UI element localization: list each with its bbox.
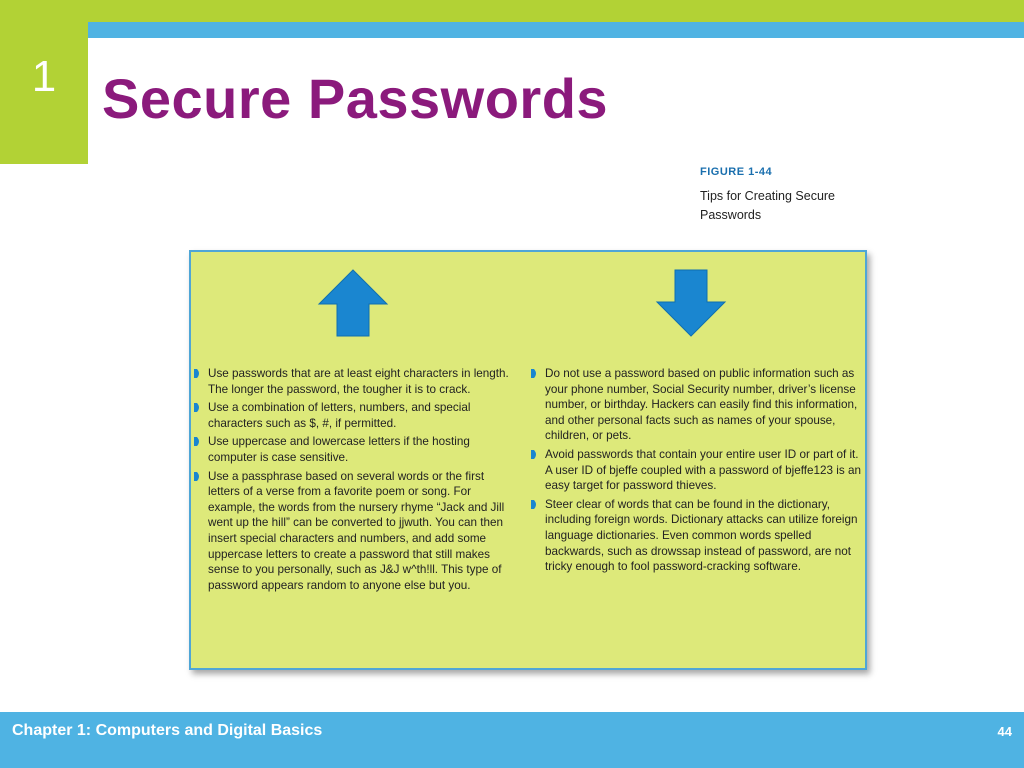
header-blue-strip — [88, 22, 1024, 38]
tip-text: Steer clear of words that can be found in the dictionary, including foreign words. Dictionary attacks can utilize foreign language dictionaries. Even common words spelled backwards, such as drowssap instead of password, are not tricky enough to fool password-cracking software. — [545, 497, 858, 574]
bullet-icon — [194, 403, 201, 412]
dont-tips-column — [531, 366, 863, 578]
figure-caption: Tips for Creating Secure Passwords — [700, 189, 836, 222]
arrow-down-icon — [655, 268, 727, 338]
tip-item — [194, 469, 516, 594]
bullet-icon — [194, 472, 201, 481]
tip-item — [531, 366, 863, 444]
bullet-icon — [531, 450, 538, 459]
tip-text: Avoid passwords that contain your entire user ID or part of it. A user ID of bjeffe coupled with a password of bjeffe123 is an easy target for password thieves. — [545, 447, 861, 493]
bullet-icon — [531, 500, 538, 509]
bullet-icon — [531, 369, 538, 378]
tip-item — [531, 447, 863, 494]
tip-text: Do not use a password based on public information such as your phone number, Social Security number, driver’s license number, or birthday. Hackers can easily find this information, and other personal facts such as names of your spouse, children, or pets. — [545, 367, 858, 443]
tip-item — [194, 434, 516, 465]
arrow-up-icon — [317, 268, 389, 338]
tip-text: Use a passphrase based on several words or the first letters of a verse from a favorite poem or song. For example, the words from the nursery rhyme “Jack and Jill went up the hill” can be converted to jjwuth. You can then insert special characters and numbers, and add some uppercase letters to create a password that still makes sense to you personally, such as J&J w^th!ll. This type of password appears random to anyone else but you. — [208, 469, 505, 592]
bullet-icon — [194, 369, 201, 378]
footer-bar — [0, 712, 1024, 768]
bullet-icon — [194, 437, 201, 446]
do-tips-column — [194, 366, 516, 596]
tip-text: Use uppercase and lowercase letters if the hosting computer is case sensitive. — [208, 435, 470, 464]
tip-text: Use a combination of letters, numbers, and special characters such as $, #, if permitted. — [208, 401, 471, 430]
tip-item — [194, 400, 516, 431]
tip-item — [531, 497, 863, 575]
page-number: 44 — [997, 724, 1012, 739]
tip-text: Use passwords that are at least eight characters in length. The longer the password, the tougher it is to crack. — [208, 367, 509, 396]
figure-panel — [189, 250, 867, 670]
footer-chapter-title: Chapter 1: Computers and Digital Basics — [12, 722, 323, 739]
tip-item — [194, 366, 516, 397]
top-accent-bar — [0, 0, 1024, 22]
slide-title: Secure Passwords — [102, 67, 609, 130]
figure-label: FIGURE 1-44 — [700, 166, 773, 178]
chapter-number: 1 — [31, 52, 57, 101]
